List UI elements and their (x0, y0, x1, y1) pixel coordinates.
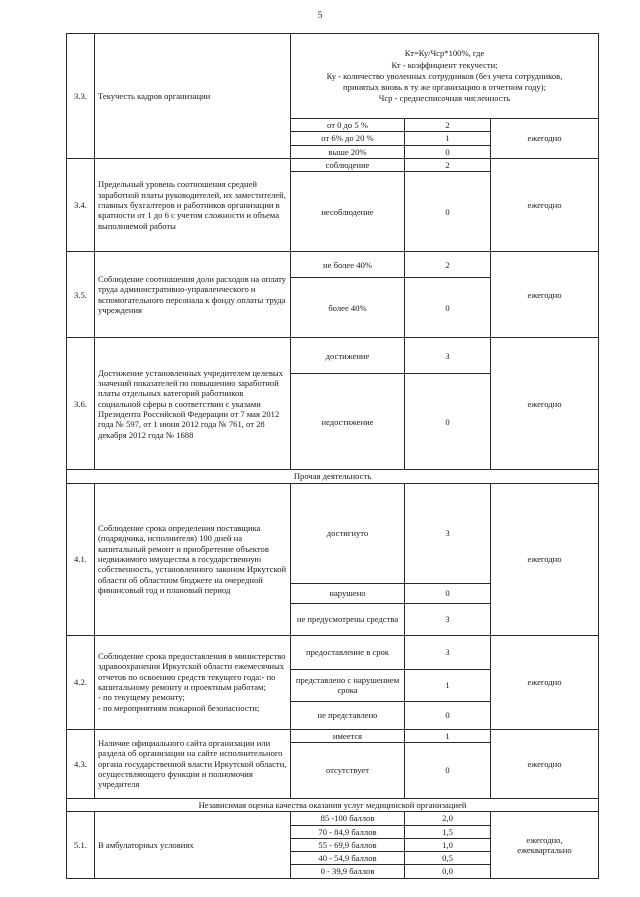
indicator-text: Текучесть кадров организации (95, 34, 291, 159)
criteria-table (66, 33, 599, 879)
section-title: Прочая деятельность (67, 470, 599, 483)
row-number: 5.1. (67, 812, 95, 879)
period-cell: ежегодно (491, 158, 599, 251)
table-row (67, 635, 599, 669)
criterion-cell: достижение (291, 338, 405, 374)
indicator-line: - по мероприятиям пожарной безопасности; (98, 702, 260, 713)
table-row (67, 34, 599, 119)
criterion-cell: не представлено (291, 701, 405, 729)
criterion-cell: не более 40% (291, 252, 405, 278)
indicator-text: Достижение установленных учредителем целевых значений показателей по повышению заработной платы отдельных категорий работников социальной сферы в соответствии с указами Президента Российской Федерации от 7 мая 2012 года № 597, от 1 июня 2012 года № 761, от 28 декабря 2012 года № 1688 (95, 338, 291, 470)
table-row (67, 252, 599, 278)
indicator-text: Соблюдение срока определения поставщика (подрядчика, исполнителя) 100 дней на капитальный ремонт и приобретение объектов недвижимого имущества в государственную собственность, установленного законом Иркутской области об областном бюджете на очередной финансовый год и плановый период (95, 483, 291, 635)
indicator-text: Соблюдение соотношения доли расходов на оплату труда административно-управленческого и вспомогательного персонала к фонду оплаты труда учреждения (95, 252, 291, 338)
indicator-text: Предельный уровень соотношения средней заработной платы руководителей, их заместителей, главных бухгалтеров и работников организации в кратности от 1 до 6 с учетом сложности и объема выполняемой работы (95, 158, 291, 251)
formula-line: Кт - коэффициент текучести; (391, 59, 498, 70)
points-cell: 0 (405, 172, 491, 252)
period-cell (491, 812, 599, 879)
points-cell: 0 (405, 742, 491, 798)
points-cell: 0 (405, 145, 491, 158)
row-number: 3.4. (67, 158, 95, 251)
points-cell: 1 (405, 669, 491, 701)
criterion-cell: 85 -100 баллов (291, 812, 405, 825)
period-cell: ежегодно (491, 483, 599, 635)
points-cell: 0 (405, 701, 491, 729)
row-number: 4.2. (67, 635, 95, 729)
criterion-cell: представлено с нарушением срока (291, 669, 405, 701)
points-cell: 0 (405, 278, 491, 338)
table-row (67, 338, 599, 374)
row-number: 3.6. (67, 338, 95, 470)
section-header-row (67, 470, 599, 483)
formula-line: принятых вновь в ту же организацию в отчетном году); (343, 82, 546, 93)
page-number: 5 (317, 10, 323, 20)
points-cell: 0,0 (405, 865, 491, 878)
criterion-cell: 40 - 54,9 баллов (291, 852, 405, 865)
formula-line: Кт=Ку/Чср*100%, где (404, 48, 485, 59)
indicator-line: - по текущему ремонту; (98, 692, 185, 703)
indicator-text: В амбулаторных условиях (95, 812, 291, 879)
section-header-row (67, 798, 599, 811)
criterion-cell: не предусмотрены средства (291, 603, 405, 635)
criterion-cell: 0 - 39,9 баллов (291, 865, 405, 878)
points-cell: 2 (405, 119, 491, 132)
row-number: 3.3. (67, 34, 95, 159)
points-cell: 0 (405, 374, 491, 470)
indicator-text (95, 635, 291, 729)
criterion-cell: от 0 до 5 % (291, 119, 405, 132)
section-title: Независимая оценка качества оказания услуг медицинской организацией (67, 798, 599, 811)
period-cell: ежегодно (491, 729, 599, 798)
points-cell: 0,5 (405, 852, 491, 865)
criterion-cell: от 6% до 20 % (291, 132, 405, 145)
points-cell: 2 (405, 158, 491, 171)
points-cell: 3 (405, 338, 491, 374)
criterion-cell: 55 - 69,9 баллов (291, 838, 405, 851)
table-row (67, 158, 599, 171)
criterion-cell: имеется (291, 729, 405, 742)
criterion-cell: предоставление в срок (291, 635, 405, 669)
criterion-cell: недостижение (291, 374, 405, 470)
points-cell: 1 (405, 132, 491, 145)
points-cell: 1,5 (405, 825, 491, 838)
table-row (67, 483, 599, 583)
points-cell: 3 (405, 483, 491, 583)
points-cell: 0 (405, 583, 491, 603)
criterion-cell: несоблюдение (291, 172, 405, 252)
period-cell: ежегодно (491, 252, 599, 338)
criterion-cell: 70 - 84,9 баллов (291, 825, 405, 838)
formula-line: Ку - количество уволенных сотрудников (без учета сотрудников, (326, 70, 563, 81)
table-row (67, 729, 599, 742)
row-number: 4.1. (67, 483, 95, 635)
row-number: 4.3. (67, 729, 95, 798)
criterion-cell: нарушено (291, 583, 405, 603)
formula-cell (291, 34, 599, 119)
period-line: ежеквартально (517, 844, 572, 855)
points-cell: 1,0 (405, 838, 491, 851)
row-number: 3.5. (67, 252, 95, 338)
points-cell: 1 (405, 729, 491, 742)
criterion-cell: выше 20% (291, 145, 405, 158)
points-cell: 2,0 (405, 812, 491, 825)
points-cell: 3 (405, 603, 491, 635)
table-row (67, 812, 599, 825)
period-cell: ежегодно (491, 635, 599, 729)
points-cell: 2 (405, 252, 491, 278)
criterion-cell: достигнуто (291, 483, 405, 583)
indicator-line: Соблюдение срока предоставления в министерство здравоохранения Иркутской области ежемесячных отчетов по освоению средств текущего года:- по капитальному ремонту и проектным работам; (98, 651, 286, 693)
criterion-cell: соблюдение (291, 158, 405, 171)
formula-line: Чср - среднесписочная численность (378, 93, 511, 104)
period-cell: ежегодно (491, 338, 599, 470)
points-cell: 3 (405, 635, 491, 669)
period-line: ежегодно, (526, 834, 563, 845)
indicator-text: Наличие официального сайта организации или раздела об организации на сайте исполнительного органа государственной власти Иркутской области, осуществляющего функции и полномочия учредителя (95, 729, 291, 798)
criterion-cell: более 40% (291, 278, 405, 338)
period-cell: ежегодно (491, 119, 599, 159)
criterion-cell: отсутствует (291, 742, 405, 798)
